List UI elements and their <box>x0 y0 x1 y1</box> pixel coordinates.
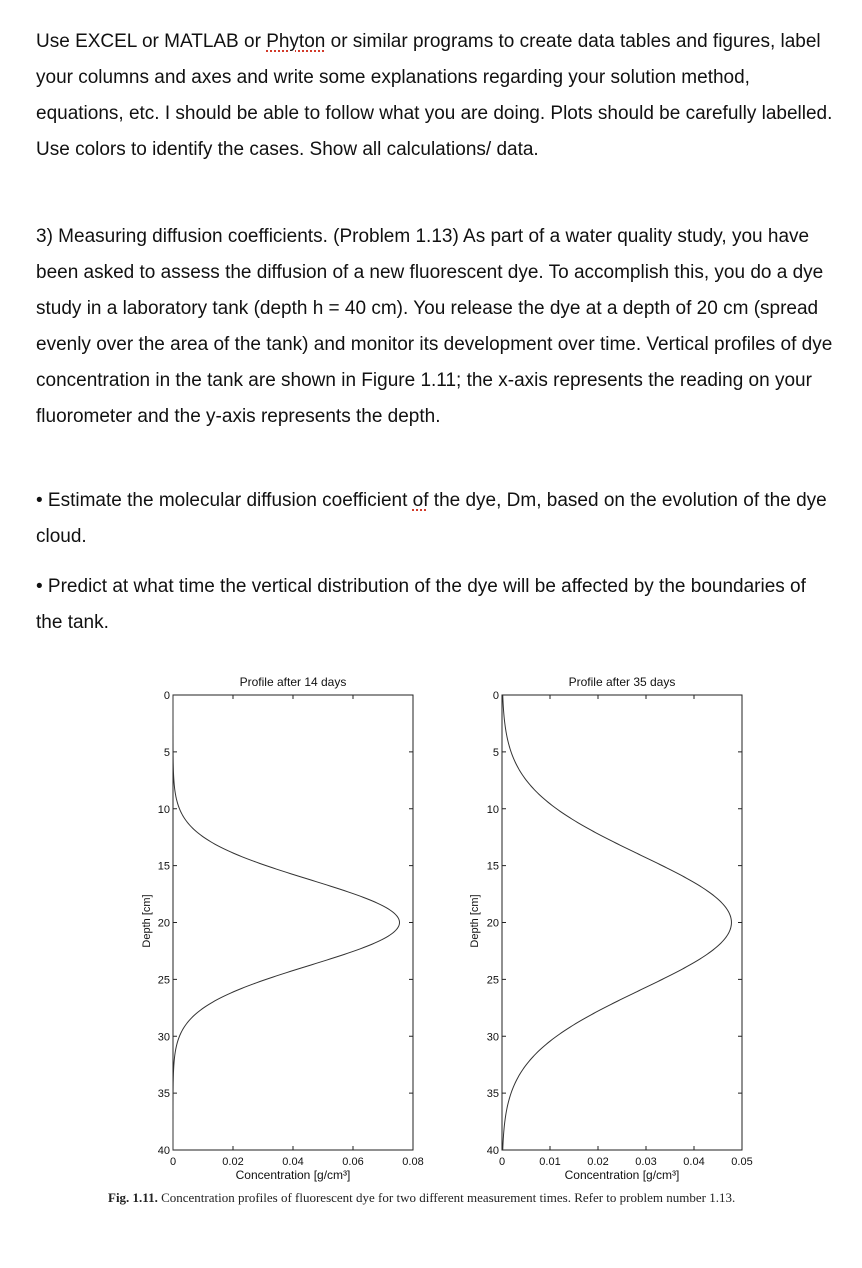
x-tick-label: 0.02 <box>587 1156 609 1168</box>
x-tick-label: 0.08 <box>402 1156 424 1168</box>
misspelled-word[interactable]: Phyton <box>266 31 326 52</box>
y-axis-label: Depth [cm] <box>141 894 153 948</box>
y-tick-label: 10 <box>157 803 170 816</box>
y-axis-label: Depth [cm] <box>469 894 481 948</box>
x-tick-label: 0.05 <box>731 1156 753 1168</box>
axis-ticks <box>158 690 424 1168</box>
problem-statement: 3) Measuring diffusion coefficients. (Problem 1.13) As part of a water quality study, you have been asked to assess the diffusion of a new fluorescent dye. To accomplish this, you do a dye study in a laboratory tank (depth h = 40 cm). You release the dye at a depth of 20 cm (spread evenly over the area of the tank) and monitor its development over time. Vertical profiles of dye concentration in the tank are shown in Figure 1.11; the x-axis represents the reading on your fluorometer and the y-axis represents the depth. <box>36 226 833 427</box>
y-tick-label: 15 <box>486 860 499 873</box>
chart-panel-14-days <box>141 675 424 1182</box>
y-tick-label: 40 <box>157 1145 170 1157</box>
caption-label: Fig. 1.11. <box>108 1190 158 1205</box>
y-tick-label: 20 <box>486 917 499 930</box>
x-tick-label: 0 <box>498 1156 506 1168</box>
x-tick-label: 0.06 <box>342 1156 364 1168</box>
y-tick-label: 15 <box>157 860 170 873</box>
concentration-profile-line <box>173 695 400 1150</box>
y-tick-label: 25 <box>486 974 499 987</box>
bullet-text-end: the dye, Dm, based on the evolution of the dye cloud. <box>36 490 827 547</box>
plot-frame <box>173 695 413 1150</box>
x-tick-label: 0.04 <box>683 1156 705 1168</box>
y-tick-label: 30 <box>157 1031 170 1044</box>
plot-frame <box>502 695 742 1150</box>
bullet-marker: • <box>36 490 43 511</box>
y-tick-label: 0 <box>163 690 170 702</box>
y-tick-label: 25 <box>157 974 170 987</box>
x-tick-label: 0.01 <box>539 1156 561 1168</box>
assignment-instructions <box>36 24 836 168</box>
instructions-text-start: Use EXCEL or MATLAB or <box>36 31 267 52</box>
x-tick-label: 0.02 <box>222 1156 244 1168</box>
caption-text: Concentration profiles of fluorescent dye for two different measurement times. Refer to problem number 1.13. <box>157 1190 736 1205</box>
y-tick-label: 30 <box>486 1031 499 1044</box>
y-tick-label: 5 <box>163 746 170 759</box>
y-tick-label: 0 <box>492 690 499 702</box>
instructions-text-end: or similar programs to create data tables and figures, label your columns and axes and write some explanations regarding your solution method, equations, etc. I should be able to follow what you are doing. Plots should be carefully labelled. Use colors to identify the cases. Show all calculations/ data. <box>36 31 833 160</box>
y-tick-label: 35 <box>157 1088 170 1101</box>
concentration-profile-line <box>503 695 732 1150</box>
chart-title: Profile after 35 days <box>568 675 676 689</box>
bullet-marker: • <box>36 576 43 597</box>
y-tick-label: 35 <box>486 1088 499 1101</box>
x-tick-label: 0.03 <box>635 1156 657 1168</box>
bullet-text-start: Estimate the molecular diffusion coefficient <box>42 490 413 511</box>
figure-1-11 <box>0 660 862 1190</box>
y-tick-label: 5 <box>492 746 499 759</box>
x-tick-label: 0.04 <box>282 1156 304 1168</box>
grammar-flagged-word[interactable]: of <box>412 490 429 511</box>
chart-panel-35-days <box>469 675 753 1182</box>
bullet-text: Predict at what time the vertical distribution of the dye will be affected by the boundaries of the tank. <box>36 576 806 633</box>
figure-caption <box>108 1190 798 1206</box>
y-tick-label: 40 <box>486 1145 499 1157</box>
bullet-predict <box>36 569 836 641</box>
axis-ticks <box>487 690 753 1168</box>
x-axis-label: Concentration [g/cm³] <box>235 1168 351 1182</box>
x-axis-label: Concentration [g/cm³] <box>564 1168 680 1182</box>
chart-title: Profile after 14 days <box>239 675 347 689</box>
y-tick-label: 10 <box>486 803 499 816</box>
bullet-estimate <box>36 483 836 555</box>
x-tick-label: 0 <box>169 1156 177 1168</box>
y-tick-label: 20 <box>157 917 170 930</box>
